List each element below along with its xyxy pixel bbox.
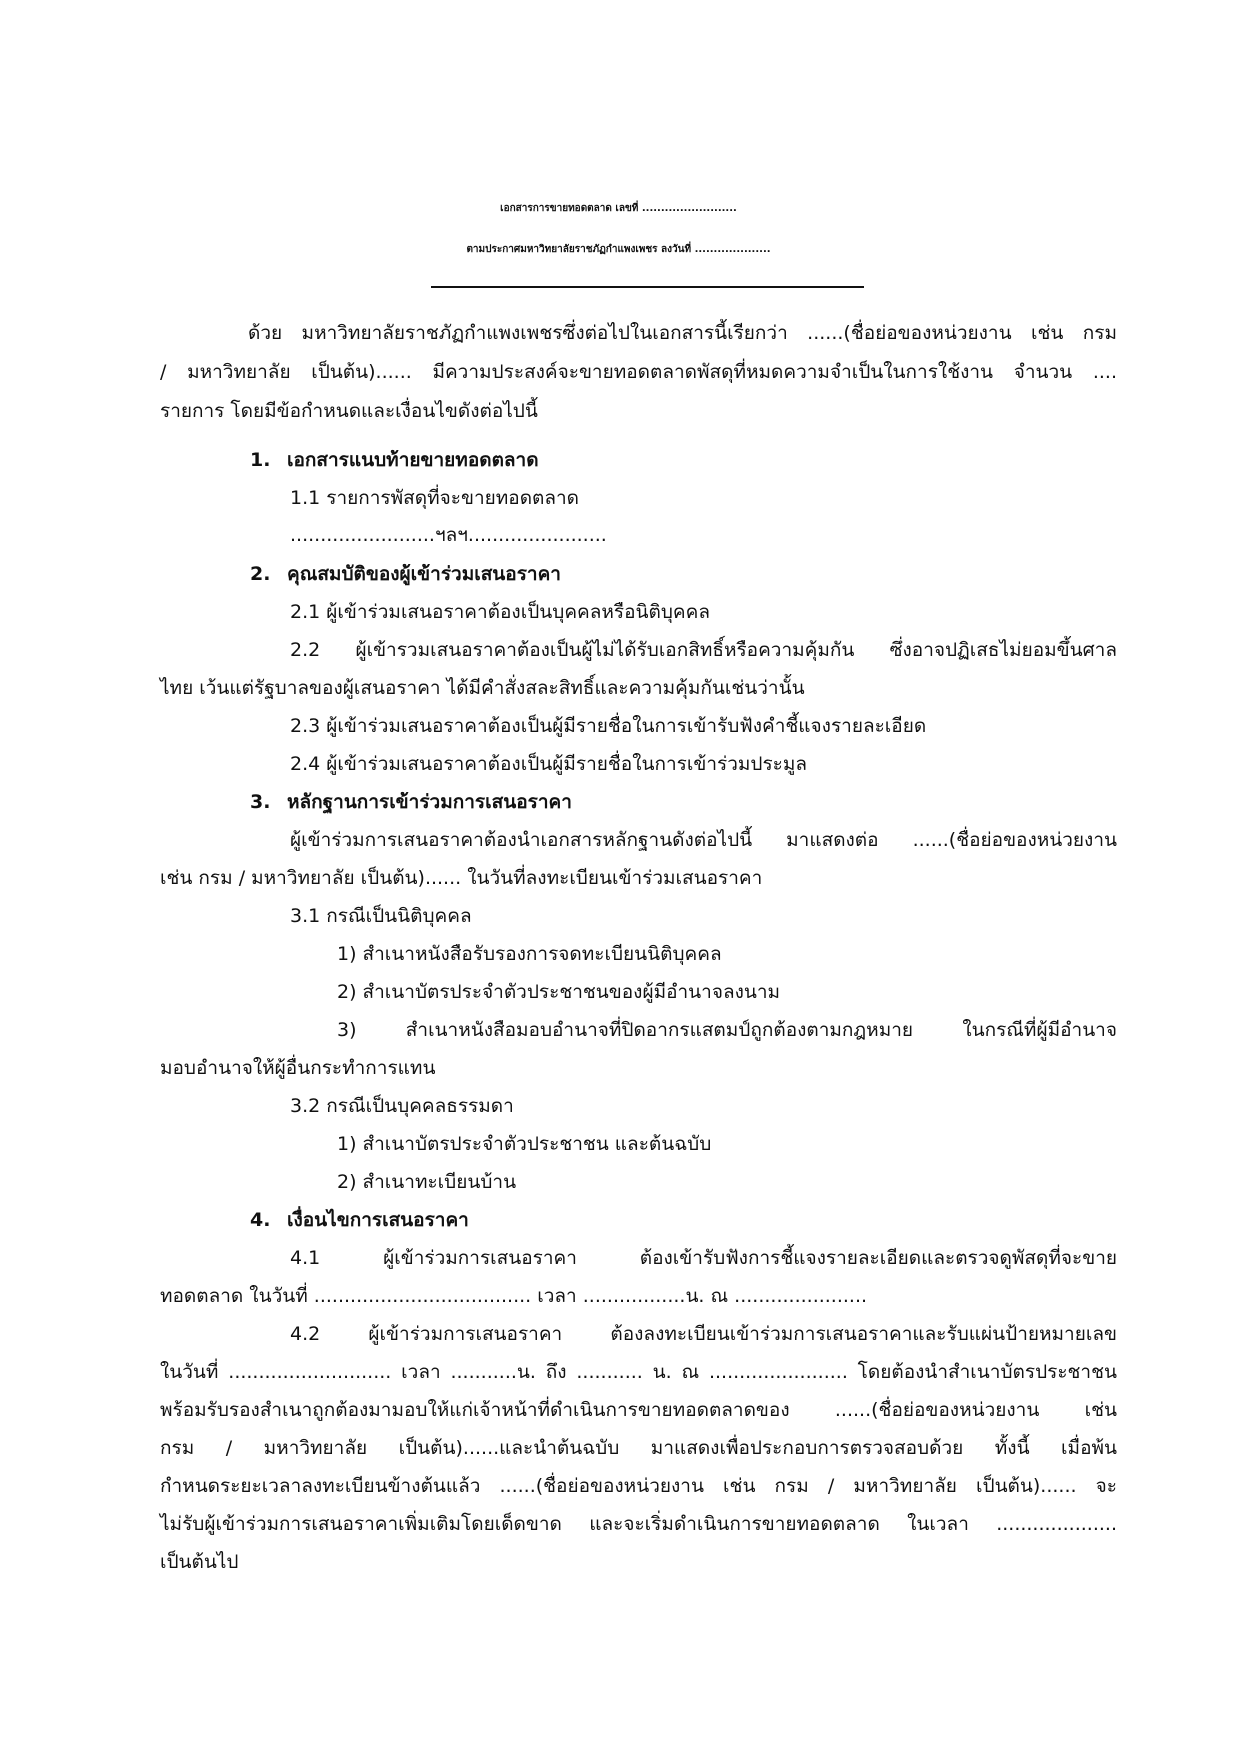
section-3-item-1-sub-3-line-2: มอบอำนาจให้ผู้อื่นกระทำการแทน	[160, 1057, 436, 1079]
section-1-number: 1.	[250, 449, 271, 471]
section-4-number: 4.	[250, 1209, 271, 1231]
section-3-item-2-sub-1: 1) สำเนาบัตรประจำตัวประชาชน และต้นฉบับ	[337, 1133, 712, 1155]
section-4-heading: เงื่อนไขการเสนอราคา	[287, 1209, 469, 1231]
section-3-item-2-sub-2: 2) สำเนาทะเบียนบ้าน	[337, 1171, 517, 1193]
section-1-item-1: 1.1 รายการพัสดุที่จะขายทอดตลาด	[290, 487, 580, 509]
section-3-item-1-sub-2: 2) สำเนาบัตรประจำตัวประชาชนของผู้มีอำนาจลงนาม	[337, 981, 781, 1003]
intro-line-3: รายการ โดยมีข้อกำหนดและเงื่อนไขดังต่อไปนี้	[160, 400, 538, 422]
section-4-item-2-line-1: 4.2 ผู้เข้าร่วมการเสนอราคา ต้องลงทะเบียนเข้าร่วมการเสนอราคาและรับแผ่นป้ายหมายเลข	[290, 1323, 1117, 1345]
section-3-body-line-2: เช่น กรม / มหาวิทยาลัย เป็นต้น)...... ในวันที่ลงทะเบียนเข้าร่วมเสนอราคา	[160, 867, 763, 889]
title-underline	[431, 286, 864, 288]
section-2-number: 2.	[250, 563, 271, 585]
section-1-heading: เอกสารแนบท้ายขายทอดตลาด	[287, 449, 539, 471]
section-3-body-line-1: ผู้เข้าร่วมการเสนอราคาต้องนำเอกสารหลักฐานดังต่อไปนี้ มาแสดงต่อ ......(ชื่อย่อของหน่วยงาน	[290, 829, 1117, 851]
section-4-item-2-line-5: กำหนดระยะเวลาลงทะเบียนข้างต้นแล้ว ......(ชื่อย่อของหน่วยงาน เช่น กรม / มหาวิทยาลัย เป็นต้น)...... จะ	[160, 1475, 1117, 1497]
section-4-item-1-line-2: ทอดตลาด ในวันที่ .................................... เวลา .................น. ณ ......................	[160, 1285, 868, 1307]
section-2-item-4: 2.4 ผู้เข้าร่วมเสนอราคาต้องเป็นผู้มีรายชื่อในการเข้าร่วมประมูล	[290, 753, 808, 775]
section-3-heading: หลักฐานการเข้าร่วมการเสนอราคา	[287, 791, 572, 813]
section-2-item-3: 2.3 ผู้เข้าร่วมเสนอราคาต้องเป็นผู้มีรายชื่อในการเข้ารับฟังคำชี้แจงรายละเอียด	[290, 715, 927, 737]
section-2-heading: คุณสมบัติของผู้เข้าร่วมเสนอราคา	[287, 563, 561, 585]
intro-line-1: ด้วย มหาวิทยาลัยราชภัฏกำแพงเพชรซึ่งต่อไปในเอกสารนี้เรียกว่า ......(ชื่อย่อของหน่วยงาน เช่น กรม	[248, 322, 1117, 344]
section-2-item-2-line-2: ไทย เว้นแต่รัฐบาลของผู้เสนอราคา ได้มีคำสั่งสละสิทธิ์และความคุ้มกันเช่นว่านั้น	[160, 677, 805, 699]
section-3-item-1: 3.1 กรณีเป็นนิติบุคคล	[290, 905, 472, 927]
intro-line-2: / มหาวิทยาลัย เป็นต้น)...... มีความประสงค์จะขายทอดตลาดพัสดุที่หมดความจำเป็นในการใช้งาน จำนวน ....	[160, 361, 1117, 383]
section-3-number: 3.	[250, 791, 271, 813]
section-2-item-2-line-1: 2.2 ผู้เข้ารวมเสนอราคาต้องเป็นผู้ไม่ได้รับเอกสิทธิ์หรือความคุ้มกัน ซึ่งอาจปฏิเสธไม่ยอมขึ้นศาล	[290, 639, 1117, 661]
section-2-item-1: 2.1 ผู้เข้าร่วมเสนอราคาต้องเป็นบุคคลหรือนิติบุคคล	[290, 601, 710, 623]
document-title-line2: ตามประกาศมหาวิทยาลัยราชภัฏกำแพงเพชร ลงวันที่ ....................	[466, 244, 771, 255]
section-4-item-2-line-4: กรม / มหาวิทยาลัย เป็นต้น)......และนำต้นฉบับ มาแสดงเพื่อประกอบการตรวจสอบด้วย ทั้งนี้ เมื่อพ้น	[160, 1437, 1117, 1459]
section-4-item-2-line-6: ไม่รับผู้เข้าร่วมการเสนอราคาเพิ่มเติมโดยเด็ดขาด และจะเริ่มดำเนินการขายทอดตลาด ในเวลา ....................	[160, 1513, 1117, 1535]
section-3-item-1-sub-1: 1) สำเนาหนังสือรับรองการจดทะเบียนนิติบุคคล	[337, 943, 722, 965]
section-1-item-1-detail: ........................ฯลฯ.......................	[290, 524, 607, 546]
section-4-item-2-line-2: ในวันที่ ........................... เวลา ...........น. ถึง ........... น. ณ ....................... โดยต้องนำสำเนาบัตรประชาชน	[160, 1361, 1117, 1383]
section-3-item-1-sub-3-line-1: 3) สำเนาหนังสือมอบอำนาจที่ปิดอากรแสตมป์ถูกต้องตามกฎหมาย ในกรณีที่ผู้มีอำนาจ	[337, 1019, 1117, 1041]
section-4-item-1-line-1: 4.1 ผู้เข้าร่วมการเสนอราคา ต้องเข้ารับฟังการชี้แจงรายละเอียดและตรวจดูพัสดุที่จะขาย	[290, 1247, 1117, 1269]
section-4-item-2-line-7: เป็นต้นไป	[160, 1551, 239, 1573]
section-4-item-2-line-3: พร้อมรับรองสำเนาถูกต้องมามอบให้แก่เจ้าหน้าที่ดำเนินการขายทอดตลาดของ ......(ชื่อย่อของหน่วยงาน เช่น	[160, 1399, 1117, 1421]
document-title-line1: เอกสารการขายทอดตลาด เลขที่ .........................	[500, 203, 737, 214]
section-3-item-2: 3.2 กรณีเป็นบุคคลธรรมดา	[290, 1095, 514, 1117]
